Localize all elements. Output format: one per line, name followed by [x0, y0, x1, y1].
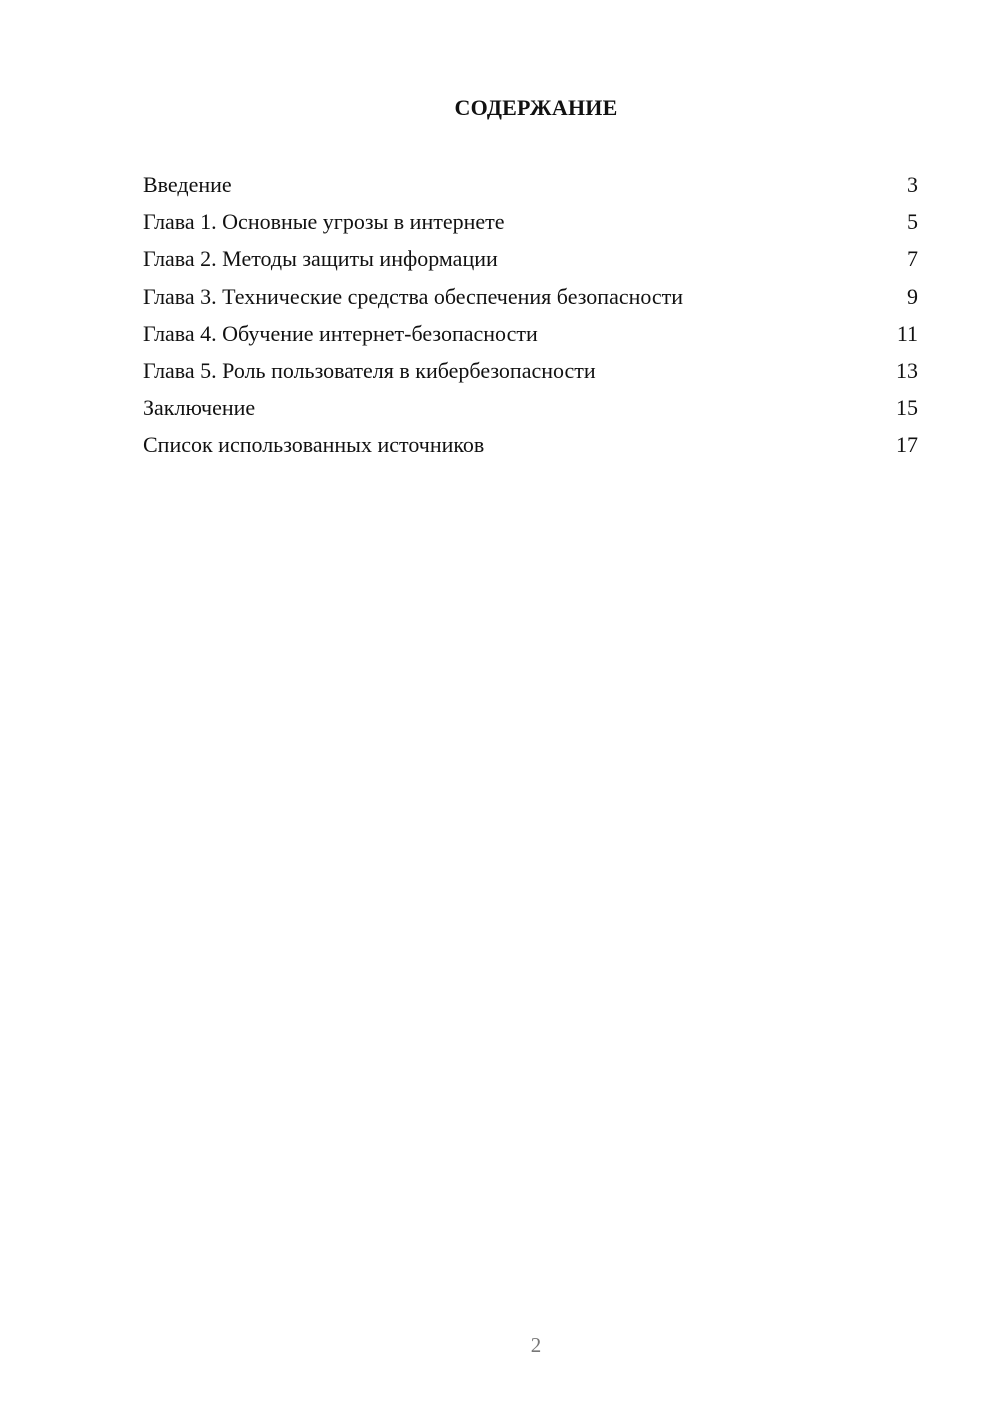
toc-entry: [143, 206, 918, 243]
toc-entry: [143, 243, 918, 280]
toc-entry-label: Введение: [143, 172, 232, 197]
toc-entry-label: Глава 2. Методы защиты информации: [143, 246, 498, 272]
toc-entry-label: Заключение: [143, 395, 256, 421]
toc-entry-label: Список использованных источников: [143, 432, 485, 458]
toc-entry: [143, 392, 918, 429]
toc-entry-label: Глава 1. Основные угрозы в интернете: [143, 209, 505, 235]
toc-entry-label: Глава 5. Роль пользователя в кибербезопасности: [143, 357, 596, 383]
toc-entry-page: 9: [907, 283, 918, 309]
toc-entry: [143, 429, 918, 466]
toc-entry-page: 15: [896, 395, 918, 421]
toc-entry-page: 13: [896, 357, 918, 383]
toc-entry-page: 11: [896, 320, 918, 346]
toc-entry-page: 7: [907, 246, 918, 272]
page-number: 2: [530, 1333, 542, 1357]
toc-entry-page: 5: [907, 209, 918, 235]
table-of-contents: [143, 169, 918, 467]
toc-entry-label: Глава 4. Обучение интернет-безопасности: [143, 320, 538, 346]
toc-entry: [143, 318, 918, 355]
toc-entry: [143, 169, 918, 206]
toc-entry: [143, 281, 918, 318]
toc-entry-page: 17: [896, 432, 918, 458]
page-title: СОДЕРЖАНИЕ: [454, 95, 618, 120]
toc-entry-label: Глава 3. Технические средства обеспечения безопасности: [143, 283, 684, 309]
toc-entry: [143, 355, 918, 392]
toc-entry-page: 3: [907, 172, 918, 197]
